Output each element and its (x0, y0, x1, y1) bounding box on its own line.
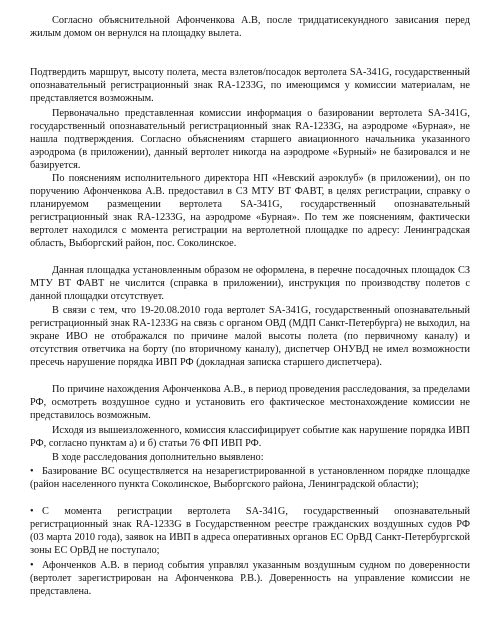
list-item-text: Базирование ВС осуществляется на незарегистрированной в установленном порядке площадке (район населенного пункта Соколинское, Выборгского района, Ленинградской области); (30, 466, 470, 490)
paragraph-inspection-impossible: По причине нахождения Афонченкова А.В., в период проведения расследования, за пределами РФ, осмотреть воздушное судно и установить его фактическое местонахождение комиссии не представилось возможным. (30, 384, 470, 421)
paragraph-route-unconfirmed: Подтвердить маршрут, высоту полета, места взлетов/посадок вертолета SA-341G, государственный опознавательный регистрационный знак RA-1233G, по имеющимся у комиссии материалам, не представляется возможным. (30, 67, 470, 104)
paragraph-aeroclub-director: По пояснениям исполнительного директора НП «Невский аэроклуб» (в приложении), он по поручению Афонченкова А.В. предоставил в СЗ МТУ ВТ ФАВТ, в целях регистрации, справку о планируемом размещении вертолета SA-341G, государственный опознавательный регистрационный знак RA-1233G, на аэродроме «Бурная». По тем же пояснениям, фактически вертолет находился с момента регистрации на вертолетной площадке по адресу: Ленинградская область, Выборгский район, пос. Соколинское. (30, 173, 470, 249)
bullet-icon: • (30, 466, 34, 477)
bullet-icon: • (30, 560, 34, 571)
paragraph-classification: Исходя из вышеизложенного, комиссия классифицирует событие как нарушение порядка ИВП РФ, согласно пунктам а) и б) статьи 76 ФП ИВП РФ. (30, 425, 470, 449)
list-item-text: С момента регистрации вертолета SA-341G, государственный опознавательный регистрационный знак RA-1233G в Государственном реестре гражданских воздушных судов РФ (03 марта 2010 года), заявок на ИВП в адреса оперативных органов ЕС ОрВД Санкт-Петербургской зоны ЕС ОрВД не поступало; (30, 506, 470, 556)
list-item-text: Афонченков А.В. в период события управлял указанным воздушным судном по доверенности (вертолет зарегистрирован на Афонченкова Р.В.). Доверенность на управление комиссии не представлена. (30, 560, 470, 597)
paragraph-hover-explanation: Согласно объяснительной Афонченкова А.В, после тридцатисекундного зависания перед жилым домом он вернулся на площадку вылета. (30, 15, 470, 39)
list-item (30, 505, 470, 557)
list-item (30, 559, 470, 598)
paragraph-landing-site: Данная площадка установленным образом не оформлена, в перечне посадочных площадок СЗ МТУ ВТ ФАВТ не числится (справка в приложении), инструкция по производству полетов с данной площадки отсутствует. (30, 265, 470, 302)
paragraph-additional-findings: В ходе расследования дополнительно выявлено: (52, 452, 264, 463)
bullet-icon: • (30, 506, 34, 517)
paragraph-atc-contact: В связи с тем, что 19-20.08.2010 года вертолет SA-341G, государственный опознавательный регистрационный знак RA-1233G на связь с органом ОВД (МДП Санкт-Петербурга) не выходил, на экране ИВО не отображался по причине малой высоты полета (по первичному каналу) и отсутствия ответчика на борту (по вторичному каналу), диспетчер ОНУВД не имел возможности пресечь нарушение порядка ИВП РФ (докладная записка старшего диспетчера). (30, 305, 470, 368)
list-item (30, 465, 470, 491)
paragraph-basing-info: Первоначально представленная комиссии информация о базировании вертолета SA-341G, государственный опознавательный регистрационный знак RA-1233G, на аэродроме «Бурная», не нашла подтверждения. Согласно объяснениям старшего авиационного начальника указанного аэродрома (в приложении), данный вертолет никогда на аэродроме «Бурный» не базировался и не базируется. (30, 108, 470, 171)
